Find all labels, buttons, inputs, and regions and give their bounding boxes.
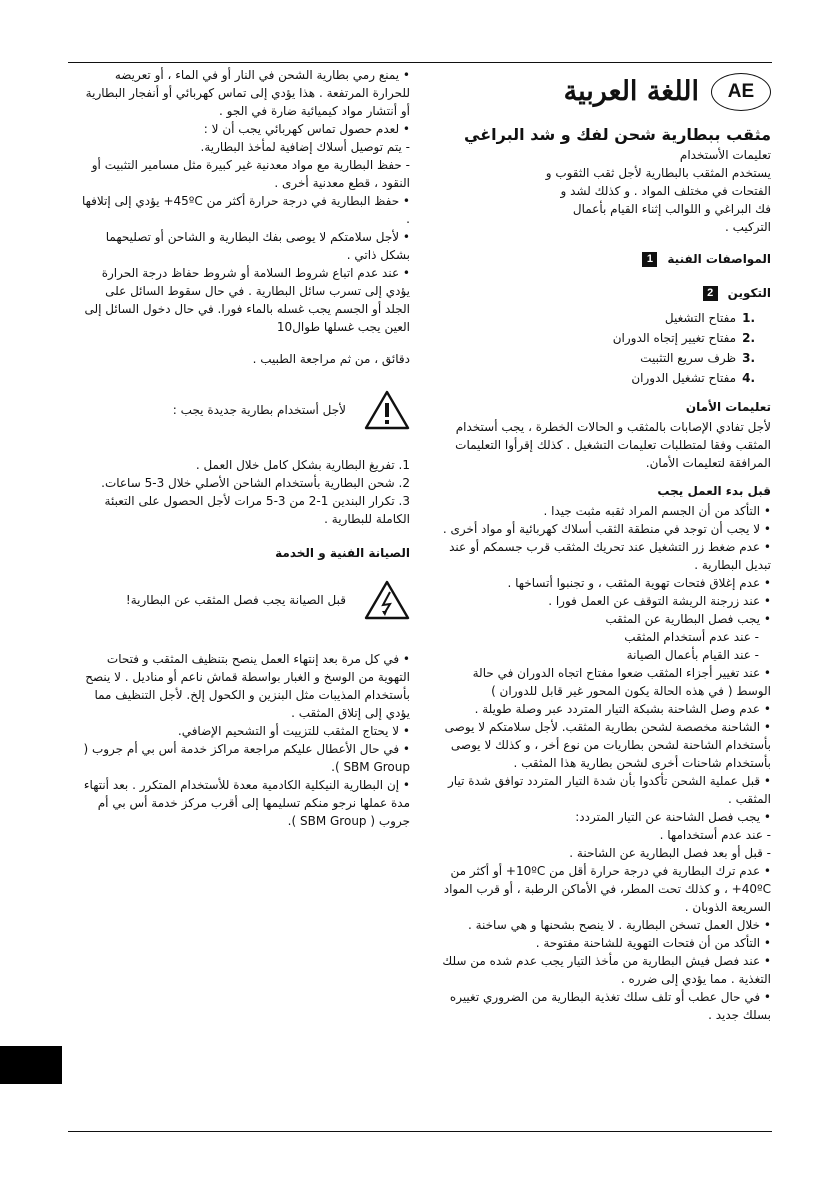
list-item: • عند عدم اتباع شروط السلامة أو شروط حفاظ درجة الحرارة يؤدي إلى تسرب سائل البطارية . في حال سقوط السائل على الجلد أو الجسم يجب غسله بالماء فورا. في حال دخول السائل إلى العين يجب غسلها طوال10	[84, 266, 410, 334]
top-rule	[68, 62, 772, 63]
specs-figure-number: 1	[642, 252, 657, 267]
electric-hazard-icon	[364, 580, 410, 620]
list-item: • لا يحتاج المثقب للتزييت أو التشحيم الإضافي.	[177, 724, 410, 738]
list-item: • يجب فصل البطارية عن المثقب	[605, 612, 771, 626]
maintenance-heading: الصيانة الفنية و الخدمة	[275, 546, 410, 560]
list-item: .2مفتاح تغيير إتجاه الدوران	[612, 331, 755, 345]
list-item: 2. شحن البطارية بأستخدام الشاحن الأصلي خلال 3-5 ساعات.	[101, 476, 410, 490]
list-item: • في كل مرة بعد إنتهاء العمل ينصح بتنظيف المثقب و فتحات التهوية من الوسخ و الغبار بواسطة قماش ناعم أو مناديل . لا ينصح بأستخدام المذيبات مثل البنزين و الكحول إلخ. لأجل التنظيف مما يؤدي إلى إتلاق المثقب .	[85, 652, 410, 720]
list-item: - قبل أو بعد فصل البطارية عن الشاحنة .	[569, 846, 771, 860]
intro-text: يستخدم المثقب بالبطارية لأجل ثقب الثقوب و الفتحات في مختلف المواد . و كذلك لشد و فك البراغي و اللوالب إثناء القيام بأعمال التركيب .	[545, 166, 771, 234]
list-item: - عند القيام بأعمال الصيانة	[626, 648, 759, 662]
list-item: • عند تغيير أجزاء المثقب ضعوا مفتاح اتجاه الدوران في حالة الوسط ( في هذه الحالة يكون المحور غير قابل للدوران )	[472, 666, 771, 698]
list-item: • لا يجب أن توجد في منطقة الثقب أسلاك كهربائية أو مواد أخرى .	[442, 522, 771, 536]
language-title: اللغة العربية	[563, 76, 699, 107]
list-item: .4مفتاح تشغيل الدوران	[631, 371, 755, 385]
language-badge: AE	[711, 73, 771, 111]
list-item: - عند عدم أستخدام المثقب	[624, 630, 759, 644]
list-item: • خلال العمل تسخن البطارية . لا ينصح بشحنها و هي ساخنة .	[467, 918, 771, 932]
list-item: 3. تكرار البندين 1-2 من 3-5 مرات لأجل الحصول على التعبئة الكاملة للبطارية .	[104, 494, 410, 526]
list-item: • في حال الأعطال عليكم مراجعة مراكز خدمة أس بي أم جروب ( SBM Group ).	[83, 742, 410, 774]
list-item: • الشاحنة مخصصة لشحن بطارية المثقب. لأجل سلامتكم لا يوصى بأستخدام الشاحنة لشحن بطاريات من نوع أخر ، و كذلك لا يوصى بأستخدام شاحنات أخرى لشحن بطارية هذا المثقب .	[444, 720, 771, 770]
composition-heading	[438, 284, 771, 302]
new-battery-warning	[78, 390, 410, 430]
list-item: • عند فصل فيش البطارية من مأخذ التيار يجب عدم شده من سلك التغذية . مما يؤدي إلى ضرره .	[442, 954, 771, 986]
list-item: • التأكد من أن الجسم المراد ثقبه مثبت جيدا .	[543, 504, 771, 518]
list-item: • لأجل سلامتكم لا يوصى بفك البطارية و الشاحن أو تصليحهما بشكل ذاتي .	[105, 230, 410, 262]
specs-heading-label: المواصفات الفنية	[667, 252, 771, 266]
list-item: • يجب فصل الشاحنة عن التيار المتردد:	[575, 810, 771, 824]
before-work-heading: قبل بدء العمل يجب	[657, 484, 771, 498]
product-title: مثقب ببطارية شحن لفك و شد البراغي	[464, 125, 771, 144]
list-item: • لعدم حصول تماس كهربائي يجب أن لا :	[203, 122, 410, 136]
list-item: • إن البطارية النيكلية الكادمية معدة للأستخدام المتكرر . بعد أنتهاء مدة عملها نرجو منكم تسليمها إلى أقرب مركز خدمة أس بي أم جروب ( SBM Group ).	[83, 778, 410, 828]
battery-safety-list	[78, 66, 410, 336]
safety-heading: تعليمات الأمان	[685, 400, 771, 414]
right-column	[438, 70, 771, 1024]
list-item: • حفظ البطارية في درجة حرارة أكثر من 45ºC+ يؤدي إلى إتلافها .	[81, 194, 410, 226]
list-item: .1مفتاح التشغيل	[664, 311, 755, 325]
left-column	[78, 66, 410, 830]
intro-heading: تعليمات الأستخدام	[679, 148, 771, 162]
list-item: .3ظرف سريع التثبيت	[640, 351, 755, 365]
maintenance-warning-text: قبل الصيانة يجب فصل المثقب عن البطارية!	[125, 593, 346, 607]
minutes-line: دقائق ، من ثم مراجعة الطبيب .	[252, 352, 410, 366]
maintenance-list	[78, 650, 410, 830]
list-item: - يتم توصيل أسلاك إضافية لمأخذ البطارية.	[200, 140, 410, 154]
before-work-list	[438, 502, 771, 1024]
list-item: • في حال عطب أو تلف سلك تغذية البطارية من الضروري تغييره بسلك جديد .	[449, 990, 771, 1022]
list-item: • عند زرجنة الريشة التوقف عن العمل فورا .	[548, 594, 771, 608]
list-item: • عدم إغلاق فتحات تهوية المثقب ، و تجنبوا أتساخها .	[507, 576, 771, 590]
maintenance-warning	[78, 580, 410, 620]
list-item: • التأكد من أن فتحات التهوية للشاحنة مفتوحة .	[535, 936, 771, 950]
list-item: - حفظ البطارية مع مواد معدنية غير كبيرة مثل مسامير التثبيت أو النقود ، قطع معدنية أخرى .	[91, 158, 410, 190]
composition-figure-number: 2	[703, 286, 718, 301]
list-item: • قبل عملية الشحن تأكدوا بأن شدة التيار المتردد توافق شدة تيار المثقب .	[448, 774, 771, 806]
specs-heading	[438, 250, 771, 268]
language-header	[438, 70, 771, 114]
list-item: 1. تفريغ البطارية بشكل كامل خلال العمل .	[195, 458, 410, 472]
new-battery-warning-text: لأجل أستخدام بطارية جديدة يجب :	[172, 403, 346, 417]
bottom-rule	[68, 1131, 772, 1132]
list-item: • عدم وصل الشاحنة بشبكة التيار المتردد عبر وصلة طويلة .	[474, 702, 771, 716]
composition-heading-label: التكوين	[727, 286, 771, 300]
list-item: • عدم ترك البطارية في درجة حرارة أقل من 10ºC+ أو أكثر من 40ºC+ ، و كذلك تحت المطر، في الأماكن الرطبة ، أو قرب المواد السريعة الذوبان .	[443, 864, 771, 914]
battery-steps-list	[78, 456, 410, 528]
list-item: • عدم ضغط زر التشغيل عند تحريك المثقب قرب جسمكم أو عند تبديل البطارية .	[449, 540, 771, 572]
page-edge-tab	[0, 1046, 62, 1084]
safety-text: لأجل تفادي الإصابات بالمثقب و الحالات الخطرة ، يجب أستخدام المثقب وفقا لمتطلبات تعليمات التشغيل . كذلك إقرأوا التعليمات المرافقة لتعليمات الأمان.	[455, 420, 771, 470]
composition-list	[438, 308, 771, 388]
list-item: - عند عدم أستخدامها .	[659, 828, 771, 842]
warning-icon	[364, 390, 410, 430]
list-item: • يمنع رمي بطارية الشحن في النار أو في الماء ، أو تعريضه للحرارة المرتفعة . هذا يؤدي إلى تماس كهربائي أو أنفجار البطارية أو أنتشار مواد كيميائية ضارة في الجو .	[85, 68, 410, 118]
